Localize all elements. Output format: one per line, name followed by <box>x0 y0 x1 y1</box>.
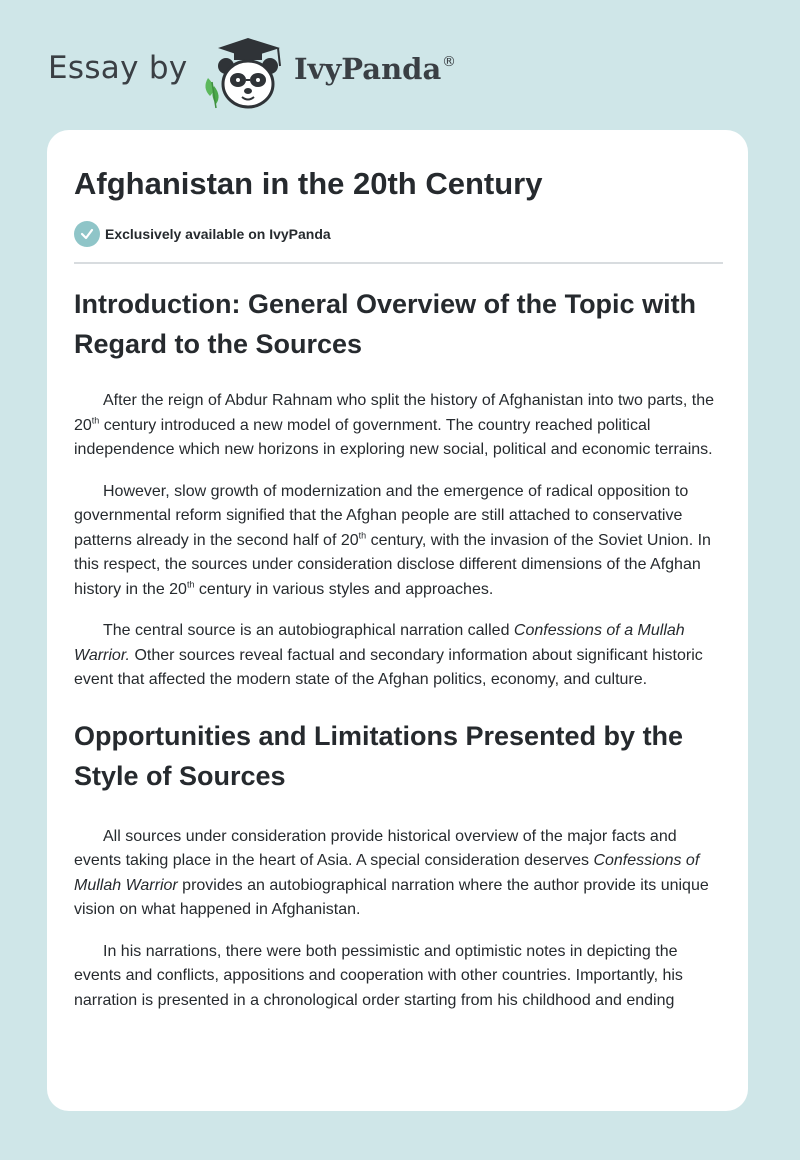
brand-prefix: Essay by <box>48 50 188 86</box>
paragraph: In his narrations, there were both pessimistic and optimistic notes in depicting the events and conflicts, appositions and cooperation with other countries. Importantly, his narration is presented in a chronological order starting from his childhood and ending <box>74 942 683 1009</box>
essay-card <box>47 130 748 1111</box>
exclusive-label: Exclusively available on IvyPanda <box>105 226 331 242</box>
registered-mark: ® <box>442 54 456 70</box>
section-heading: Introduction: General Overview of the Topic with Regard to the Sources <box>74 289 697 359</box>
paragraph: After the reign of Abdur Rahnam who split the history of Afghanistan into two parts, the 20th century introduced a new model of government. The country reached political independence which new horizons in exploring new social, political and economic terrains. <box>74 392 715 458</box>
essay-title: Afghanistan in the 20th Century <box>74 166 543 201</box>
divider <box>74 262 723 264</box>
paragraph: The central source is an autobiographical narration called Confessions of a Mullah Warrior. Other sources reveal factual and secondary information about significant historic event that affected the modern state of the Afghan politics, economy, and culture. <box>74 622 703 688</box>
exclusive-badge <box>74 220 724 248</box>
check-icon <box>74 221 100 247</box>
section-heading: Opportunities and Limitations Presented by the Style of Sources <box>74 720 684 791</box>
paragraph: All sources under consideration provide historical overview of the major facts and events taking place in the heart of Asia. A special consideration deserves Confessions of Mullah Warrior provides an autobiographical narration where the author provide its unique vision on what happened in Afghanistan. <box>74 827 709 918</box>
essay-content <box>74 130 724 1013</box>
brand-name[interactable]: IvyPanda <box>294 52 442 86</box>
site-header <box>0 0 800 130</box>
panda-graduate-logo-icon[interactable] <box>200 36 296 110</box>
paragraph: However, slow growth of modernization and the emergence of radical opposition to governmental reform signified that the Afghan people are still attached to conservative patterns already in the second half of 20th century, with the invasion of the Soviet Union. In this respect, the sources under consideration disclose different dimensions of the Afghan history in the 20th century in various styles and approaches. <box>74 482 711 598</box>
